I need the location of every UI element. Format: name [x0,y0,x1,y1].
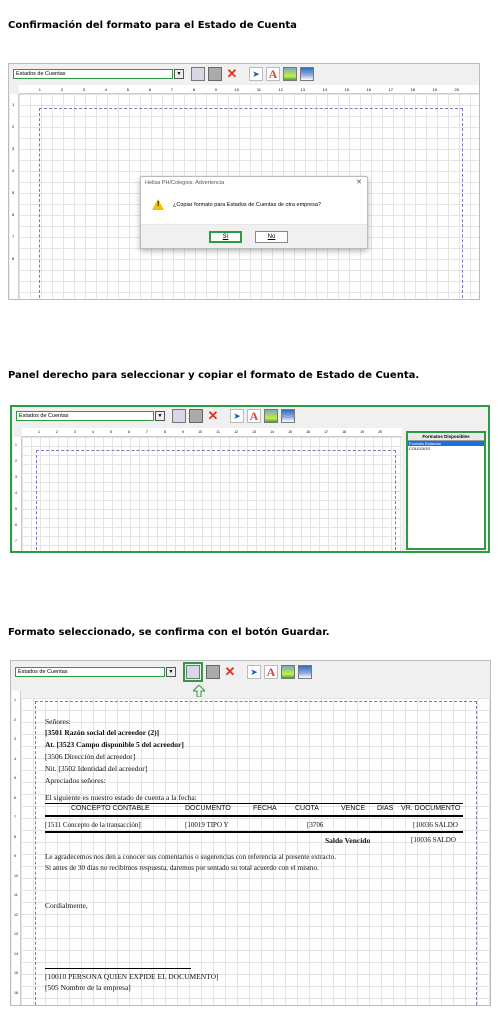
ruler-tick: 7 [146,430,148,434]
table-top-line [45,803,463,804]
chevron-down-icon[interactable]: ▼ [155,411,165,421]
picture-tool-icon[interactable] [298,665,312,679]
ruler-tick: 1 [38,430,40,434]
monitor-icon[interactable] [189,409,203,423]
ruler-tick: 8 [164,430,166,434]
text-tool-icon[interactable]: A [247,409,261,423]
doc-deadline: Si antes de 30 días no recibimos respuesta, daremos por sentado su total acuerdo con el mismo. [45,864,319,872]
ruler-tick: 4 [14,756,16,761]
ruler-tick: 8 [192,86,195,92]
caption-confirmation: Confirmación del formato para el Estado de Cuenta [8,20,297,31]
ruler-tick: 7 [12,234,15,239]
dialog-buttons [141,224,367,248]
col-vence: VENCE [341,805,366,812]
col-concepto: CONCEPTO CONTABLE [71,805,150,812]
format-combo-value: Estados de Cuentas [16,71,66,77]
page-margin [36,450,396,550]
ruler-tick: 14 [270,430,274,434]
ruler-tick: 2 [60,86,63,92]
ruler-tick: 12 [278,86,283,92]
save-icon[interactable] [172,409,186,423]
col-documento: DOCUMENTO [185,805,231,812]
col-cuota: CUOTA [295,805,319,812]
toolbar [9,64,479,84]
col-vr-documento: VR. DOCUMENTO [401,805,461,812]
cell-cuota: [3706 [307,821,324,829]
doc-salutation: Señores: [45,717,71,726]
ruler-tick: 14 [322,86,327,92]
ruler-tick: 11 [14,893,18,897]
ruler-tick: 2 [15,459,17,463]
caption-panel: Panel derecho para seleccionar y copiar el formato de Estado de Cuenta. [8,370,420,381]
ruler-tick: 11 [216,430,220,434]
ruler-tick: 18 [342,430,346,434]
ruler-tick: 20 [454,86,459,92]
table-bottom-line [45,831,463,833]
ruler-tick: 15 [344,86,349,92]
format-combo[interactable] [16,411,163,421]
ruler-tick: 16 [14,990,18,995]
saldo-vencido-value: [10036 SALDO [411,836,456,844]
doc-intro: El siguiente es nuestro estado de cuenta a la fecha: [45,793,197,802]
ruler-tick: 10 [234,86,239,92]
doc-company: [505 Nombre de la empresa] [45,983,131,992]
dialog-title-text: Helisa PH/Colegios: Advertencia [145,180,225,186]
ruler-tick: 1 [15,443,17,447]
dialog-message: ¿Copiar formato para Estados de Cuentas de otra empresa? [173,202,321,208]
ruler-tick: 11 [256,86,261,92]
ruler-tick: 19 [360,430,364,434]
ruler-tick: 14 [14,951,18,956]
panel-header: Formatos Disponibles [408,433,484,441]
ruler-tick: 8 [14,834,16,839]
vertical-ruler [13,437,22,551]
image-tool-icon[interactable] [264,409,278,423]
delete-icon[interactable]: ✕ [207,408,219,423]
close-icon[interactable]: ✕ [356,179,362,186]
format-combo-value: Estados de Cuentas [18,669,68,675]
ruler-tick: 16 [306,430,310,434]
ruler-tick: 6 [12,212,15,217]
cell-concepto: [1511 Concepto de la transacción] [45,821,141,829]
ruler-tick: 5 [15,507,17,511]
pointer-icon[interactable]: ➤ [230,409,244,423]
doc-thanks: Le agradecemos nos den a conocer sus comentarios o sugerencias con referencia al presente extracto. [45,853,337,861]
vertical-ruler [12,691,21,1005]
ruler-tick: 5 [14,776,16,780]
horizontal-ruler [19,85,479,94]
yes-button[interactable]: Sí [209,231,242,243]
cell-documento: [10019 TIPO Y [185,821,229,829]
ruler-tick: 3 [82,86,85,92]
ruler-tick: 3 [14,737,16,741]
ruler-tick: 12 [14,912,18,917]
ruler-tick: 7 [15,539,17,543]
ruler-tick: 6 [14,795,16,800]
text-tool-icon[interactable]: A [264,665,278,679]
ruler-tick: 4 [104,86,107,92]
ruler-tick: 1 [14,698,16,702]
format-combo[interactable] [13,69,182,79]
doc-field-nit: Nit. [3502 Identidad del acreedor] [45,764,148,773]
doc-closing: Cordialmente, [45,901,88,910]
ruler-tick: 2 [56,430,58,434]
save-button-highlight [183,662,203,682]
toolbar [12,407,488,425]
ruler-tick: 1 [12,102,15,107]
text-tool-icon[interactable]: A [266,67,280,81]
format-item-colegios[interactable]: COLEGIOS [409,446,430,451]
ruler-tick: 20 [378,430,382,434]
ruler-tick: 4 [12,168,15,173]
ruler-tick: 9 [182,430,184,434]
statement-document [45,711,475,1001]
ruler-tick: 3 [15,475,17,479]
ruler-tick: 9 [214,86,217,92]
chevron-down-icon[interactable]: ▼ [166,667,176,677]
toolbar [11,661,490,683]
picture-tool-icon[interactable] [300,67,314,81]
ruler-tick: 15 [288,430,292,434]
ruler-tick: 17 [324,430,328,434]
ruler-tick: 7 [14,815,16,819]
no-button[interactable]: No [255,231,288,243]
picture-tool-icon[interactable] [281,409,295,423]
delete-icon[interactable]: ✕ [226,66,238,81]
ruler-tick: 6 [15,523,17,527]
screenshot-panel [10,405,490,553]
monitor-icon[interactable] [208,67,222,81]
doc-field-campo5: At. [3523 Campo disponible 5 del acreedor] [45,740,184,749]
ruler-tick: 12 [234,430,238,434]
ruler-tick: 18 [410,86,415,92]
format-combo[interactable] [15,667,174,677]
doc-greeting: Apreciados señores: [45,776,106,785]
ruler-tick: 2 [12,124,15,129]
ruler-tick: 1 [38,86,41,92]
chevron-down-icon[interactable]: ▼ [174,69,184,79]
delete-icon[interactable]: ✕ [224,664,236,679]
warning-icon [152,199,164,210]
ruler-tick: 8 [12,256,15,261]
doc-signer: [10010 PERSONA QUIEN EXPIDE EL DOCUMENTO] [45,972,219,981]
screenshot-save [10,660,491,1006]
doc-field-direccion: [3506 Dirección del acreedor] [45,752,136,761]
vertical-ruler [10,94,19,299]
arrow-up-icon [193,685,205,697]
col-fecha: FECHA [253,805,277,812]
available-formats-panel [406,431,486,550]
ruler-tick: 4 [15,491,17,495]
ruler-tick: 2 [14,717,16,722]
ruler-tick: 13 [14,932,18,936]
saldo-vencido-label: Saldo Vencido [325,836,371,845]
ruler-tick: 5 [126,86,129,92]
ruler-tick: 19 [432,86,437,92]
ruler-tick: 7 [170,86,173,92]
screenshot-confirmation [8,63,480,300]
pointer-icon[interactable]: ➤ [247,665,261,679]
ruler-tick: 16 [366,86,371,92]
ruler-tick: 3 [74,430,76,434]
caption-save: Formato seleccionado, se confirma con el botón Guardar. [8,627,330,638]
horizontal-ruler [22,428,402,437]
ruler-tick: 9 [14,854,16,858]
ruler-tick: 6 [128,430,130,434]
format-item-standard[interactable]: Formato Estándar [408,441,484,446]
table-header-line [45,815,463,817]
ruler-tick: 4 [92,430,94,434]
ruler-tick: 10 [198,430,202,434]
ruler-tick: 6 [148,86,151,92]
image-tool-icon[interactable] [283,67,297,81]
image-tool-icon[interactable] [281,665,295,679]
ruler-tick: 13 [252,430,256,434]
ruler-tick: 5 [12,190,15,195]
save-icon[interactable] [191,67,205,81]
format-combo-value: Estados de Cuentas [19,413,69,419]
col-dias: DIAS [377,805,394,812]
cell-vr-documento: [10036 SALDO [413,821,458,829]
ruler-tick: 5 [110,430,112,434]
ruler-tick: 15 [14,971,18,975]
ruler-tick: 17 [388,86,393,92]
ruler-tick: 13 [300,86,305,92]
save-icon[interactable] [186,665,200,679]
dialog-title [141,177,367,189]
ruler-tick: 3 [12,146,15,151]
signature-line [45,968,191,969]
ruler-tick: 10 [14,873,18,878]
monitor-icon[interactable] [206,665,220,679]
doc-field-razon-social: [3501 Razón social del acreedor (2)] [45,728,160,737]
pointer-icon[interactable]: ➤ [249,67,263,81]
warning-dialog [140,176,368,249]
